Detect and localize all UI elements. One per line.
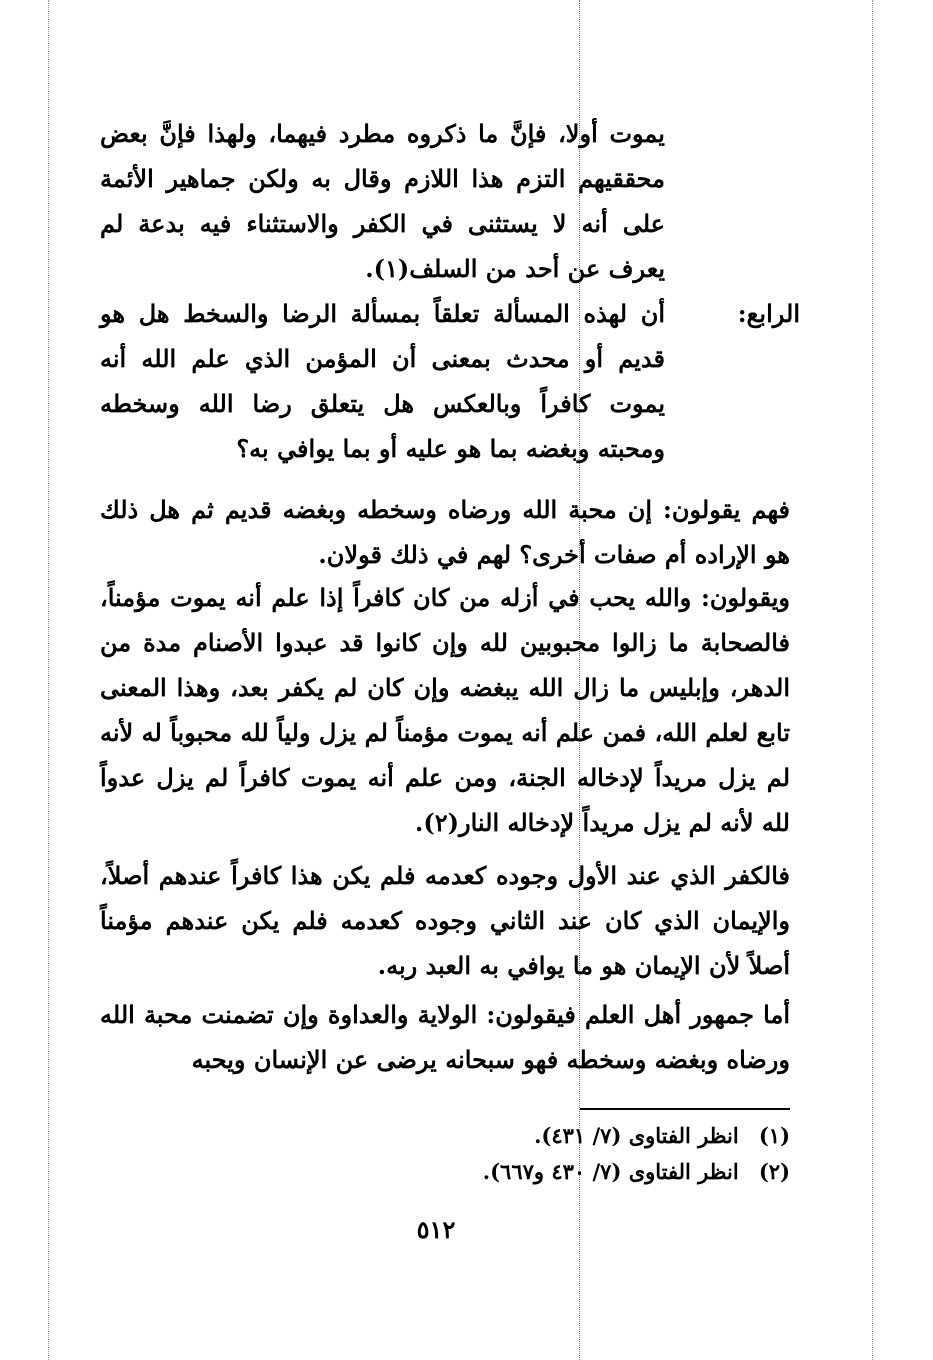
footnote-2	[380, 1154, 790, 1190]
footnote-2-number: (٢)	[758, 1159, 790, 1184]
paragraph-their-view	[100, 487, 790, 577]
footnote-1-number: (١)	[758, 1123, 790, 1148]
paragraph-5-text: فالكفر الذي عند الأول وجوده كعدمه فلم يكن هذا كافراً عندهم أصلاً، والإيمان الذي كان عند الثاني وجوده كعدمه فلم يكن عندهم مؤمناً أصلاً لأن الإيمان هو ما يوافي به العبد ربه.	[100, 861, 791, 980]
page-number: ٥١٢	[416, 1215, 456, 1244]
footnotes	[380, 1118, 790, 1190]
paragraph-majority	[100, 992, 790, 1082]
paragraph-they-say	[100, 575, 790, 845]
paragraph-fourth-point	[100, 291, 800, 471]
scan-margin-line-left	[48, 0, 49, 1360]
footnote-1	[380, 1118, 790, 1154]
paragraph-1-text: يموت أولا، فإنَّ ما ذكروه مطرد فيهما، ولهذا فإنَّ بعض محققيهم التزم هذا اللازم وقال به ولكن جماهير الأئمة على أنه لا يستثنى في الكفر والاستثناء فيه بدعة لم يعرف عن أحد من السلف(١).	[100, 119, 665, 283]
footnote-2-text: انظر الفتاوى (٧/ ٤٣٠ و٦٦٧).	[482, 1159, 739, 1184]
paragraph-3-text: فهم يقولون: إن محبة الله ورضاه وسخطه وبغضه قديم ثم هل ذلك هو الإراده أم صفات أخرى؟ لهم في ذلك قولان.	[100, 495, 790, 569]
paragraph-continuation	[100, 111, 665, 291]
paragraph-disbelief	[100, 853, 790, 988]
scan-margin-line-right	[872, 0, 873, 1360]
paragraph-4-text: ويقولون: والله يحب في أزله من كان كافراً إذا علم أنه يموت مؤمناً، فالصحابة ما زالوا محبوبين لله وإن كانوا قد عبدوا الأصنام مدة من الدهر، وإبليس ما زال الله يبغضه وإن كان لم يكفر بعد، وهذا المعنى تابع لعلم الله، فمن علم أنه يموت مؤمناً لم يزل ولياً لله محبوباً له لأنه لم يزل مريداً لإدخاله الجنة، ومن علم أنه يموت كافراً لم يزل عدواً لله لأنه لم يزل مريداً لإدخاله النار(٢).	[100, 583, 790, 837]
footnote-separator	[580, 1108, 790, 1110]
paragraph-6-text: أما جمهور أهل العلم فيقولون: الولاية والعداوة وإن تضمنت محبة الله ورضاه وبغضه وسخطه فهو سبحانه يرضى عن الإنسان ويحبه	[100, 1000, 790, 1074]
paragraph-2-heading: الرابع:	[737, 299, 800, 328]
footnote-1-text: انظر الفتاوى (٧/ ٤٣١).	[534, 1123, 739, 1148]
paragraph-2-text: أن لهذه المسألة تعلقاً بمسألة الرضا والسخط هل هو قديم أو محدث بمعنى أن المؤمن الذي علم الله أنه يموت كافراً وبالعكس هل يتعلق رضا الله وسخطه ومحبته وبغضه بما هو عليه أو بما يوافي به؟	[100, 299, 665, 463]
